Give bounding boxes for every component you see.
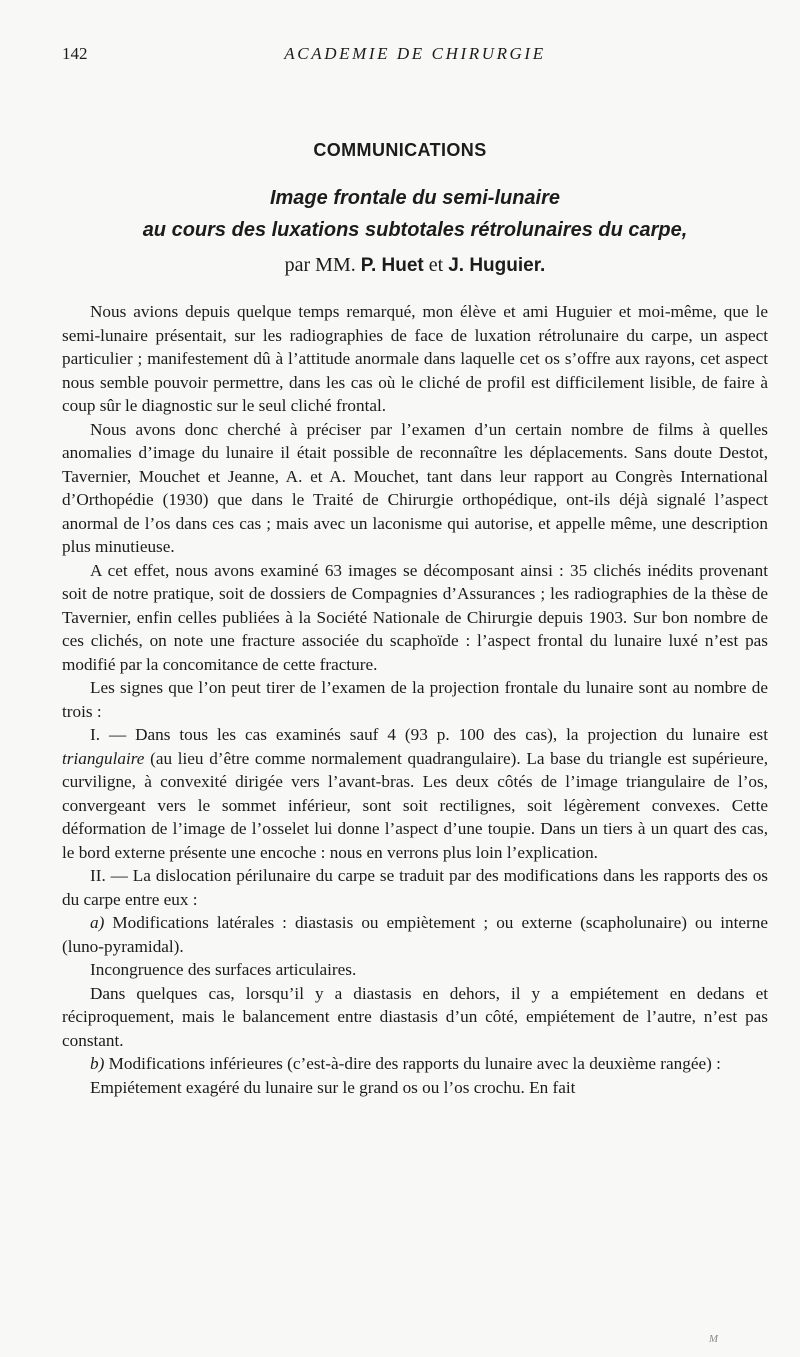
paragraph-diastasis-note: Dans quelques cas, lorsqu’il y a diastasis en dehors, il y a empiétement en dedans et réciproquement, mais le balancement entre diastasis d’un côté, empiétement de l’autre, n’est pas constant.	[62, 983, 768, 1050]
sub-b-text: Modifications inférieures (c’est-à-dire des rapports du lunaire avec la deuxième rangée) :	[108, 1054, 721, 1073]
sub-a-text: Modifications latérales : diastasis ou empiètement ; ou externe (scapholunaire) ou interne (luno-pyramidal).	[62, 913, 768, 956]
article-body	[62, 300, 768, 1099]
paragraph-last-line: Empiétement exagéré du lunaire sur le grand os ou l’os crochu. En fait	[90, 1077, 576, 1097]
article-title-line-2: au cours des luxations subtotales rétrolunaires du carpe,	[142, 219, 688, 241]
sign-one-emphasis: triangulaire	[62, 748, 145, 768]
authors-joiner: et	[428, 254, 444, 276]
journal-title: ACADEMIE DE CHIRURGIE	[284, 44, 546, 63]
article-authors	[62, 254, 768, 277]
article-title-line-1: Image frontale du semi-lunaire	[269, 187, 561, 209]
author-2: J. Huguier.	[448, 255, 546, 276]
paragraph-3: A cet effet, nous avons examiné 63 images se décomposant ainsi : 35 clichés inédits provenant soit de notre pratique, soit de dossiers de Compagnies d’Assurances ; les radiographies de la thèse de Tavernier, enfin celles publiées à la Société Nationale de Chirurgie depuis 1903. Sur bon nombre de ces clichés, on note une fracture associée du scaphoïde : l’aspect frontal du lunaire luxé n’est pas modifié par la concomitance de cette fracture.	[62, 560, 768, 674]
running-header	[62, 44, 768, 68]
paragraph-4: Les signes que l’on peut tirer de l’examen de la projection frontale du lunaire sont au nombre de trois :	[62, 678, 768, 721]
sub-a-letter: a)	[90, 913, 105, 932]
sub-b-letter: b)	[90, 1054, 105, 1073]
authors-prefix: par MM.	[284, 254, 356, 276]
article-title	[62, 182, 768, 246]
sign-one-rest: (au lieu d’être comme normalement quadrangulaire). La base du triangle est supérieure, curviligne, à convexité dirigée vers l’avant-bras. Les deux côtés de l’image triangulaire de l’os, convergeant vers le sommet inférieur, sont soit rectilignes, soit légèrement convexes. Cette déformation de l’image de l’osselet lui donne l’aspect d’une toupie. Dans un tiers à un quart des cas, le bord externe présente une encoche : nous en verrons plus loin l’explication.	[62, 748, 769, 862]
section-heading: COMMUNICATIONS	[313, 140, 487, 160]
sign-one-intro: I. — Dans tous les cas examinés sauf 4 (93 p. 100 des cas), la projection du lunaire est	[90, 725, 768, 744]
paragraph-2: Nous avons donc cherché à préciser par l’examen d’un certain nombre de films à quelles anomalies d’image du lunaire il était possible de reconnaître les déplacements. Sans doute Destot, Tavernier, Mouchet et Jeanne, A. et A. Mouchet, tant dans leur rapport au Congrès International d’Orthopédie (1930) que dans le Traité de Chirurgie orthopédique, ont-ils déjà signalé l’aspect anormal de l’os dans ces cas ; mais avec un laconisme qui autorise, et appelle même, une description plus minutieuse.	[62, 419, 768, 556]
paragraph-sub-a	[62, 911, 768, 958]
page-number: 142	[62, 44, 88, 63]
author-1: P. Huet	[360, 255, 424, 276]
scan-mark: M	[708, 1333, 718, 1345]
paragraph-1: Nous avions depuis quelque temps remarqué, mon élève et ami Huguier et moi-même, que le semi-lunaire présentait, sur les radiographies de face de luxation rétrolunaire du carpe, un aspect particulier ; manifestement dû à l’attitude anormale dans laquelle cet os s’offre aux rayons, cet aspect nous semble pouvoir permettre, dans les cas où le cliché de profil est difficilement lisible, de faire à coup sûr le diagnostic sur le seul cliché frontal.	[62, 302, 768, 415]
paragraph-sign-one	[62, 723, 768, 864]
paragraph-incongruence: Incongruence des surfaces articulaires.	[90, 960, 357, 979]
paragraph-sub-b	[62, 1052, 768, 1076]
paragraph-sign-two: II. — La dislocation périlunaire du carpe se traduit par des modifications dans les rapports des os du carpe entre eux :	[62, 866, 768, 909]
